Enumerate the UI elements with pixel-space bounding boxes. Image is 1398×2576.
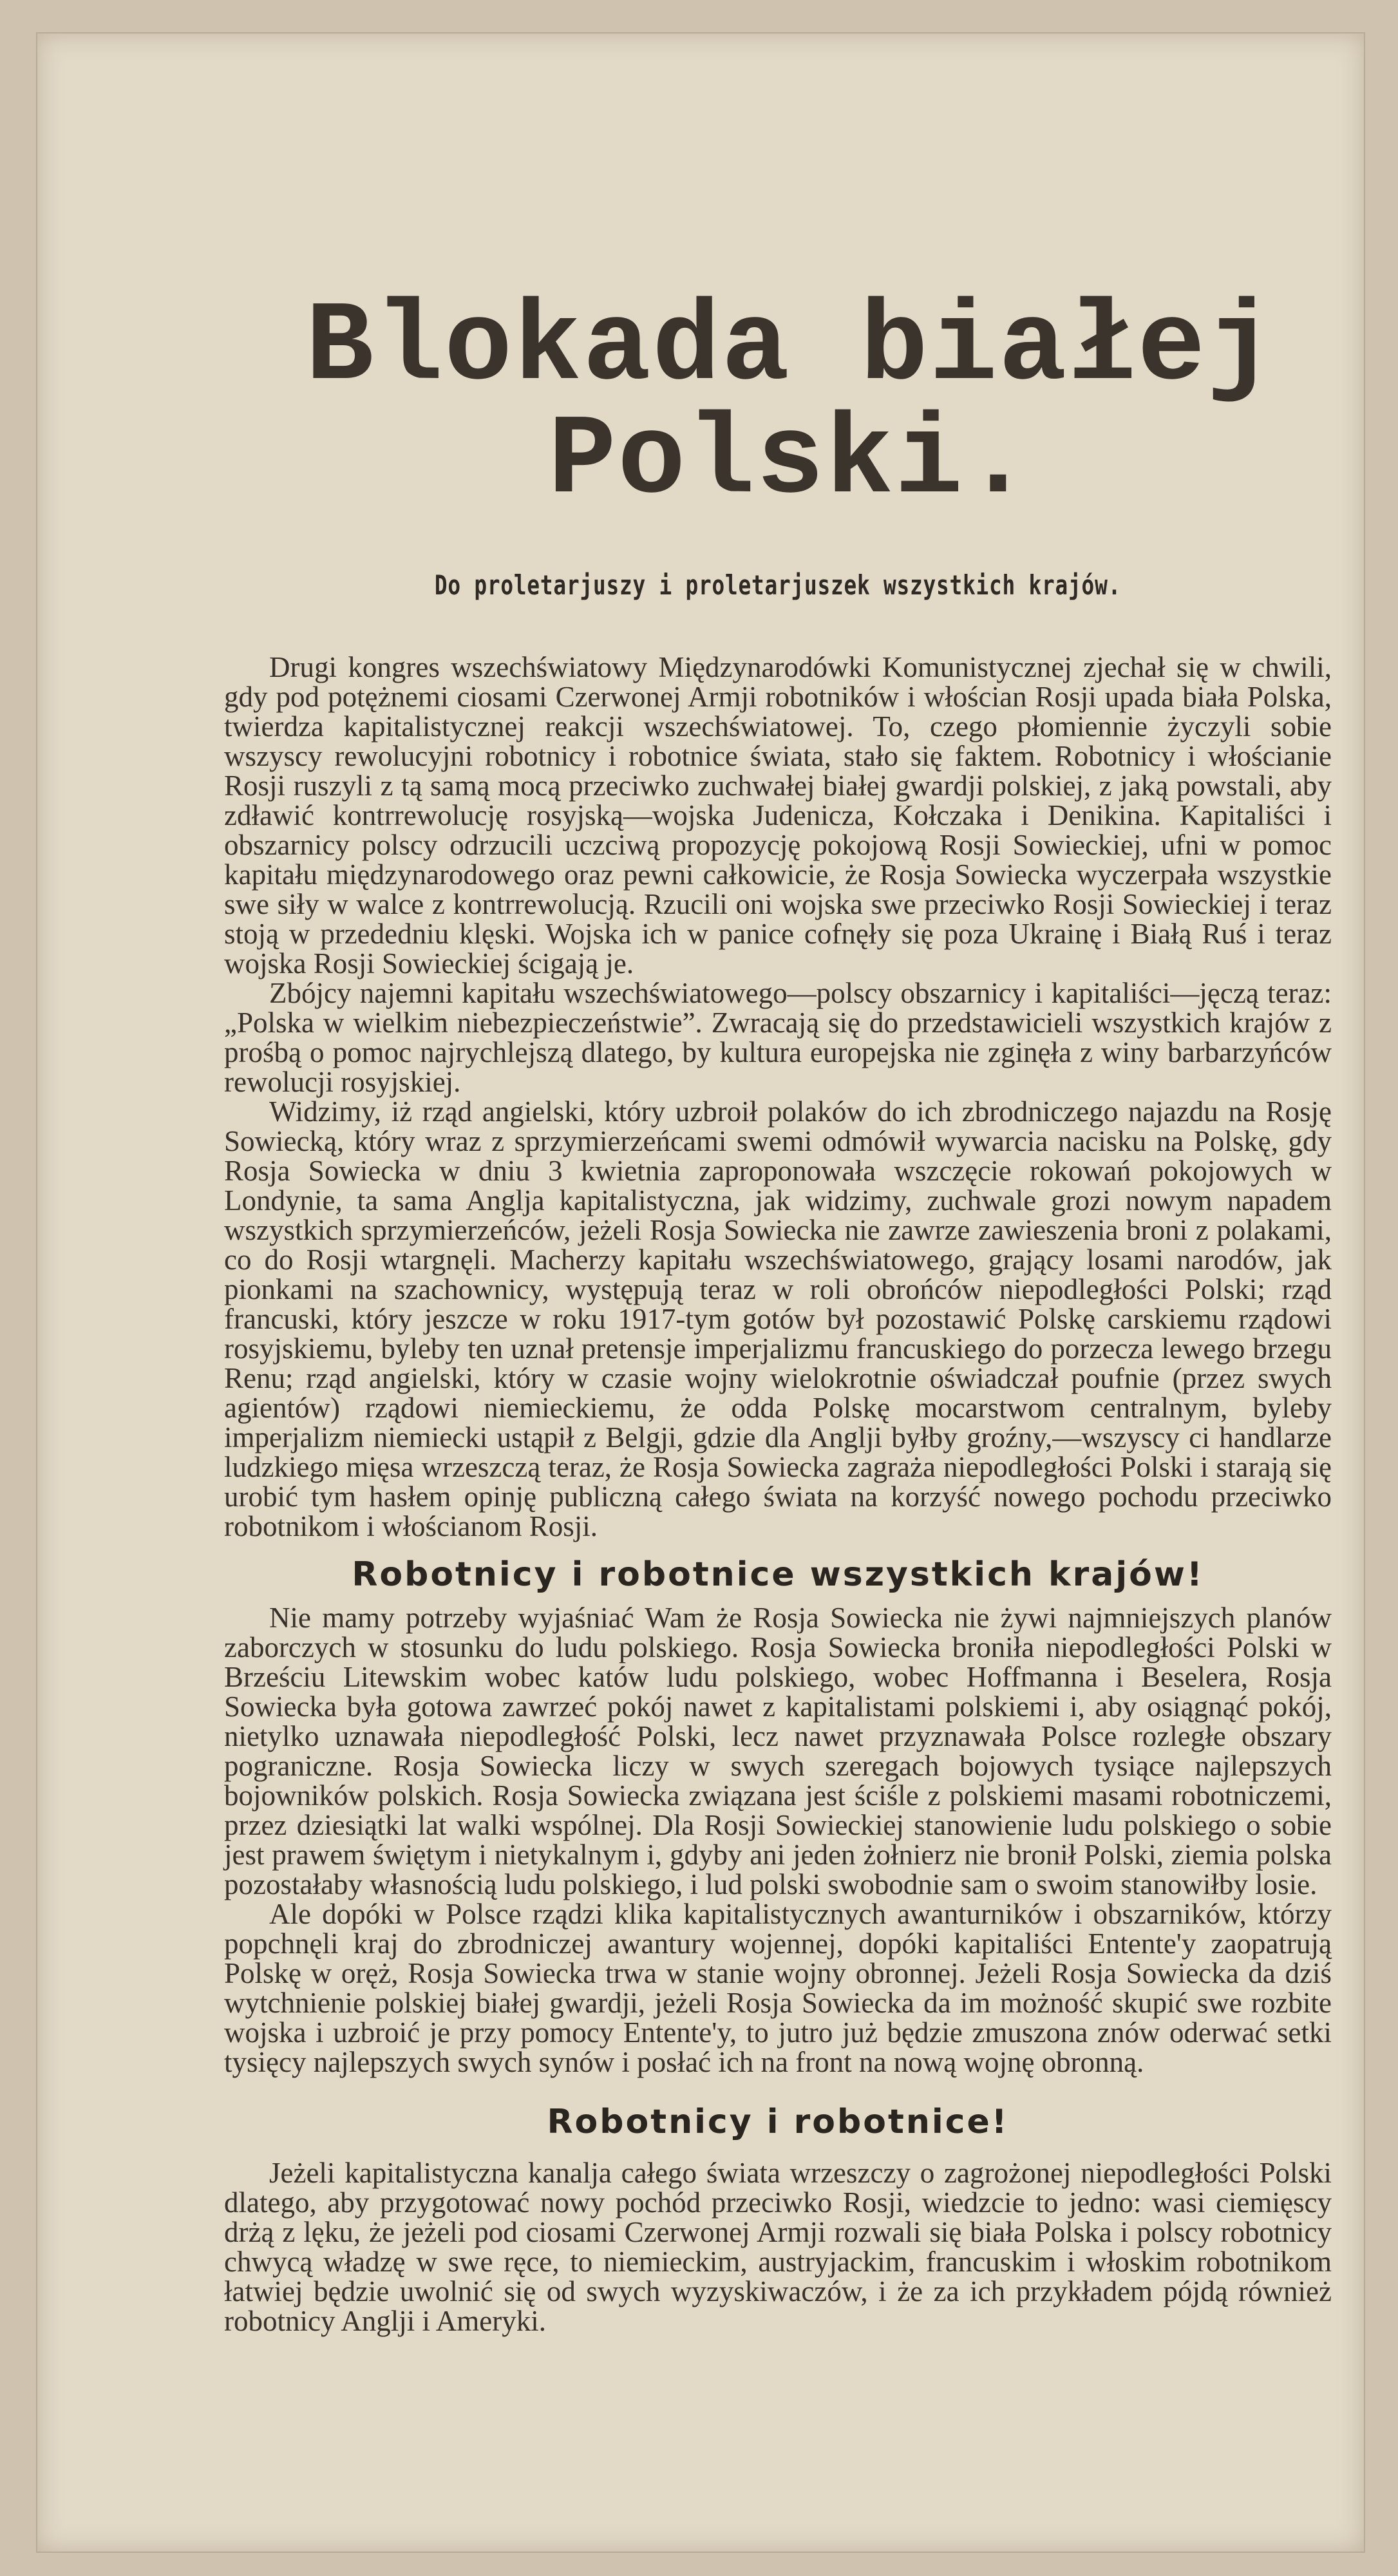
paragraph-6: Jeżeli kapitalistyczna kanalja całego świata wrzeszczy o zagrożonej niepodległości Polski dlatego, aby przygotować nowy pochód przeciwko Rosji, wiedzcie to jedno: wasi ciemięscy drżą z lęku, że jeżeli pod ciosami Czerwonej Armji rozwali się biała Polska i polscy robotnicy chwycą władzę w swe ręce, to niemieckim, austryjackim, francuskim i włoskim robotnikom łatwiej będzie uwolnić się od swych wyzyskiwaczów, i że za ich przykładem pójdą również robotnicy Anglji i Ameryki. [224, 2157, 1332, 2337]
document-title: Blokada białej Polski. [305, 283, 1276, 526]
section-heading-workers: Robotnicy i robotnice! [547, 2103, 1009, 2141]
paragraph-4: Nie mamy potrzeby wyjaśniać Wam że Rosja Sowiecka nie żywi najmniejszych planów zaborczych w stosunku do ludu polskiego. Rosja Sowiecka broniła niepodległości Polski w Brześciu Litewskim wobec katów ludu polskiego, wobec Hoffmanna i Beselera, Rosja Sowiecka była gotowa zawrzeć pokój nawet z kapitalistami polskiemi i, aby osiągnąć pokój, nietylko uznawała niepodległość Polski, lecz nawet przyznawała Polsce rozległe obszary pograniczne. Rosja Sowiecka liczy w swych szeregach bojowych tysiące najlepszych bojowników polskich. Rosja Sowiecka związana jest ściśle z polskiemi masami robotniczemi, przez dziesiątki lat walki wspólnej. Dla Rosji Sowieckiej stanowienie ludu polskiego o sobie jest prawem świętym i nietykalnym i, gdyby ani jeden żołnierz nie bronił Polski, ziemia polska pozostałaby własnością ludu polskiego, i lud polski swobodnie sam o swoim stanowiłby losie. [224, 1602, 1332, 1900]
paragraph-3: Widzimy, iż rząd angielski, który uzbroił polaków do ich zbrodniczego najazdu na Rosję Sowiecką, który wraz z sprzymierzeńcami swemi odmówił wywarcia nacisku na Polskę, gdy Rosja Sowiecka w dniu 3 kwietnia zaproponowała wszczęcie rokowań pokojowych w Londynie, ta sama Anglja kapitalistyczna, jak widzimy, zuchwale grozi nowym napadem wszystkich sprzymierzeńców, jeżeli Rosja Sowiecka nie zawrze zawieszenia broni z polakami, co do Rosji wtargnęli. Macherzy kapitału wszechświatowego, grający losami narodów, jak pionkami na szachownicy, występują teraz w roli obrońców niepodległości Polski; rząd francuski, który jeszcze w roku 1917-tym gotów był pozostawić Polskę carskiemu rządowi rosyjskiemu, byleby ten uznał pretensje imperjalizmu francuskiego do porzecza lewego brzegu Renu; rząd angielski, który w czasie wojny wielokrotnie oświadczał poufnie (przez swych agientów) rządowi niemieckiemu, że odda Polskę mocarstwom centralnym, byleby imperjalizm niemiecki ustąpił z Belgji, gdzie dla Anglji byłby groźny,—wszyscy ci handlarze ludzkiego mięsa wrzeszczą teraz, że Rosja Sowiecka zagraża niepodległości Polski i starają się urobić tym hasłem opinję publiczną całego świata na korzyść nowego pochodu przeciwko robotnikom i włościanom Rosji. [224, 1095, 1332, 1542]
paragraph-2: Zbójcy najemni kapitału wszechświatowego—polscy obszarnicy i kapitaliści—jęczą teraz: „Polska w wielkim niebezpieczeństwie”. Zwracają się do przedstawicieli wszystkich krajów z prośbą o pomoc najrychlejszą dlatego, by kultura europejska nie zginęła z winy barbarzyńców rewolucji rosyjskiej. [224, 977, 1332, 1098]
paragraph-1: Drugi kongres wszechświatowy Międzynarodówki Komunistycznej zjechał się w chwili, gdy pod potężnemi ciosami Czerwonej Armji robotników i włościan Rosji upada biała Polska, twierdza kapitalistycznej reakcji wszechświatowej. To, czego płomiennie życzyli sobie wszyscy rewolucyjni robotnicy i robotnice świata, stało się faktem. Robotnicy i włościanie Rosji ruszyli z tą samą mocą przeciwko zuchwałej białej gwardji polskiej, z jaką powstali, aby zdławić kontrrewolucję rosyjską—wojska Judenicza, Kołczaka i Denikina. Kapitaliści i obszarnicy polscy odrzucili uczciwą propozycję pokojową Rosji Sowieckiej, ufni w pomoc kapitału międzynarodowego oraz pewni całkowicie, że Rosja Sowiecka wyczerpała wszystkie swe siły w walce z kontrrewolucją. Rzucili oni wojska swe przeciwko Rosji Sowieckiej i teraz stoją w przededniu klęski. Wojska ich w panice cofnęły się poza Ukrainę i Białą Ruś i teraz wojska Rosji Sowieckiej ścigają je. [224, 651, 1332, 980]
paper-sheet [37, 33, 1364, 2552]
paragraph-5: Ale dopóki w Polsce rządzi klika kapitalistycznych awanturników i obszarników, którzy popchnęli kraj do zbrodniczej awantury wojennej, dopóki kapitaliści Entente'y zaopatrują Polskę w oręż, Rosja Sowiecka trwa w stanie wojny obronnej. Jeżeli Rosja Sowiecka da dziś wytchnienie polskiej białej gwardji, jeżeli Rosja Sowiecka da im możność skupić swe rozbite wojska i uzbroić je przy pomocy Entente'y, to jutro już będzie zmuszona znów oderwać setki tysięcy najlepszych swych synów i posłać ich na front na nową wojnę obronną. [224, 1898, 1332, 2078]
section-heading-workers-all-countries: Robotnicy i robotnice wszystkich krajów! [352, 1555, 1204, 1594]
document-subtitle: Do proletarjuszy i proletarjuszek wszystkich krajów. [434, 569, 1122, 601]
leaflet-content [224, 283, 1332, 2337]
